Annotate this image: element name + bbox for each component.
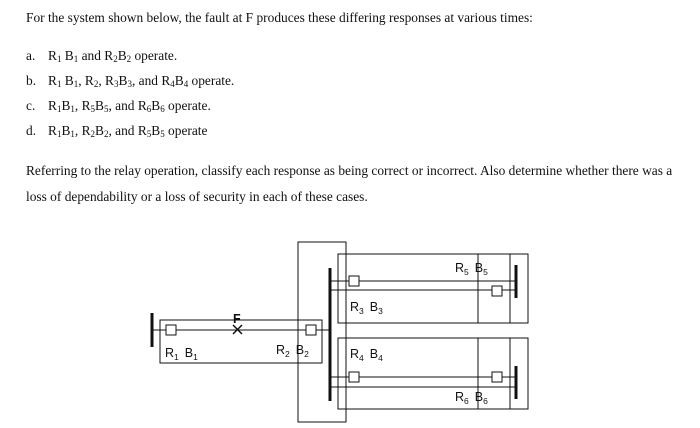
zone-box-3 xyxy=(338,254,510,323)
breaker-b4 xyxy=(349,372,359,382)
case-text: $R_1B_1$, $R_2B_2$, and $R_5B_5$ operate xyxy=(48,123,208,139)
case-tag: b. xyxy=(26,73,37,88)
breaker-b5 xyxy=(492,286,502,296)
case-tag: c. xyxy=(26,98,36,113)
label-r4-b4: $R_4$ $B_4$ xyxy=(350,347,383,363)
label-r5-b5: $R_5$ $B_5$ xyxy=(455,261,488,277)
breaker-b3 xyxy=(349,276,359,286)
instructions-paragraph: Referring to the relay operation, classify each response as being correct or incorrect. Also determine whether there was a loss of dependability or a loss of security in each of these cases. xyxy=(26,163,673,204)
label-r1-b1: $R_1$ $B_1$ xyxy=(165,346,198,362)
breaker-b2 xyxy=(306,325,316,335)
fault-label: F xyxy=(233,312,241,326)
breaker-b6 xyxy=(492,372,502,382)
breaker-b1 xyxy=(166,325,176,335)
label-r2-b2: $R_2$ $B_2$ xyxy=(276,343,309,359)
problem-statement: For the system shown below, the fault at F produces these differing responses at various times: xyxy=(26,10,533,25)
label-r3-b3: $R_3$ $B_3$ xyxy=(350,300,383,316)
case-tag: a. xyxy=(26,48,36,63)
case-text: $R_1B_1$, $R_5B_5$, and $R_6B_6$ operate. xyxy=(48,98,211,114)
case-text: $R_1$ $B_1$, $R_2$, $R_3B_3$, and $R_4B_4$ operate. xyxy=(48,73,235,89)
label-r6-b6: $R_6$ $B_6$ xyxy=(455,390,488,406)
case-text: $R_1$ $B_1$ and $R_2B_2$ operate. xyxy=(48,48,178,64)
case-tag: d. xyxy=(26,123,37,138)
zone-box-5 xyxy=(478,254,528,323)
